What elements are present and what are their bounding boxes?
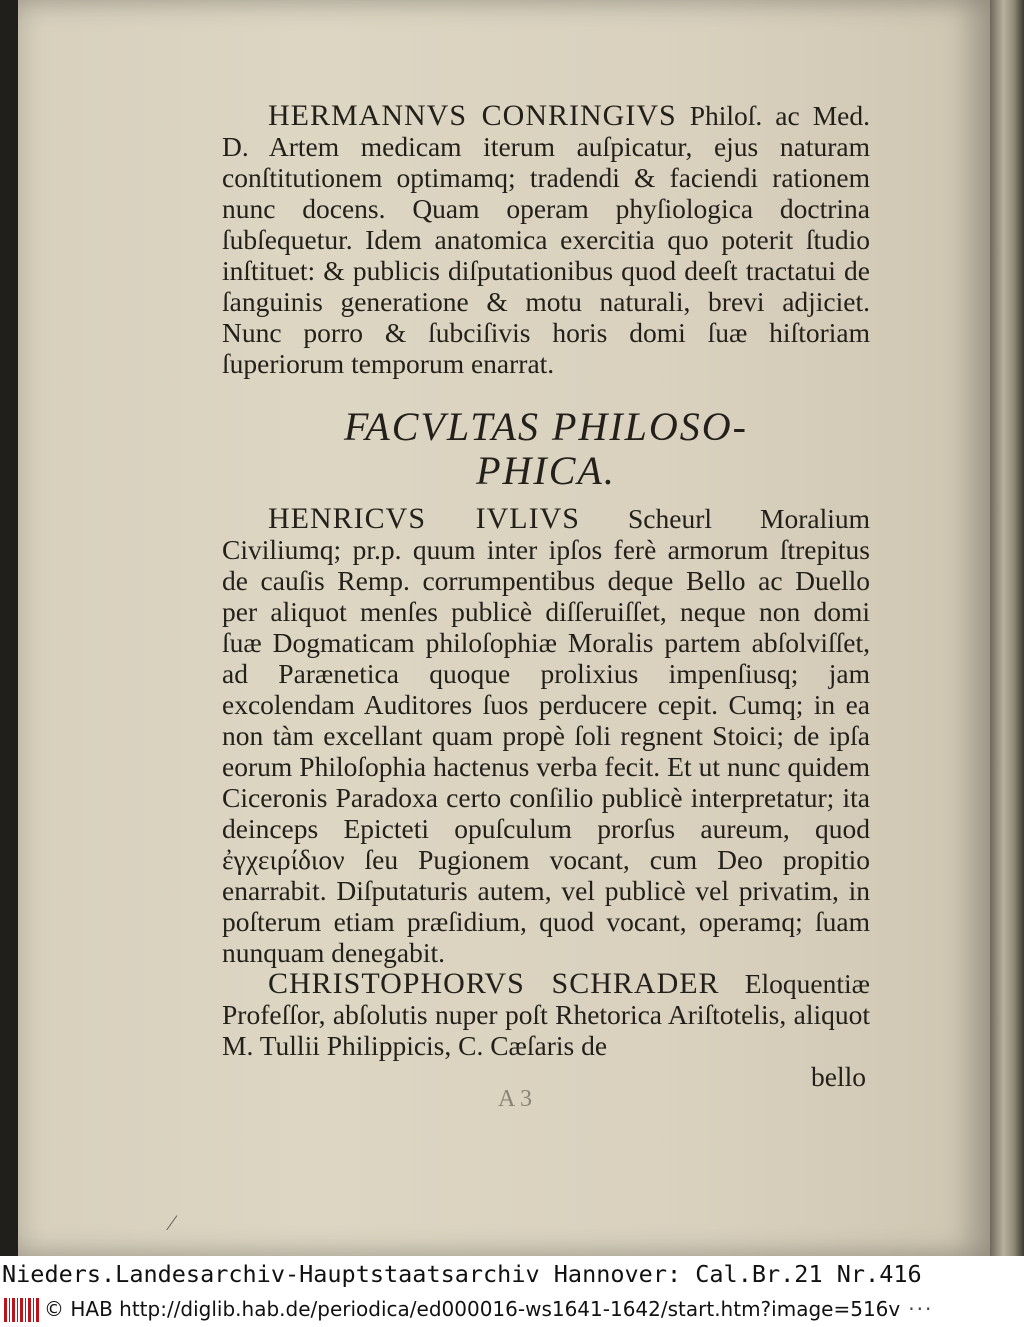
- ink-smudge: ⁄: [170, 1210, 174, 1235]
- more-icon[interactable]: ···: [908, 1297, 934, 1321]
- signature-mark: A 3: [498, 1086, 533, 1112]
- text-schrader: Eloquentiæ Profeſſor, abſolutis nuper poſt Rhetorica Ariſtotelis, aliquot M. Tullii Philippicis, C. Cæſaris de: [222, 968, 870, 1061]
- name-scheurl: HENRICVS IVLIVS: [268, 502, 580, 535]
- section-heading: [222, 405, 870, 493]
- paragraph-schrader: [222, 968, 870, 1061]
- text-conringius: Philoſ. ac Med. D. Artem medicam iterum auſpicatur, ejus naturam conſtitutionem optimamq; tradendi & faciendi rationem nunc docens. Quam operam phyſiologica doctrina ſubſequetur. Idem anatomica exercitia quo poterit ſtudio inſtituet: & publicis diſputationibus quod deeſt tractatui de ſanguinis generatione & motu naturali, brevi adjiciet. Nunc porro & ſubciſivis horis domi ſuæ hiſtoriam ſuperiorum temporum enarrat.: [222, 100, 870, 379]
- name-conringius: HERMANNVS CONRINGIVS: [268, 99, 677, 132]
- heading-line-2: PHICA.: [476, 448, 616, 493]
- text-scheurl: Scheurl Moralium Civiliumq; pr.p. quum inter ipſos ferè armorum ſtrepitus de cauſis Remp. corrumpentibus deque Bello ac Duello per aliquot menſes publicè diſſeruiſſet, neque non domi ſuæ Dogmaticam philoſophiæ Moralis partem abſolviſſet, ad Parænetica quoque prolixius impenſiusq; jam excolendam Auditores ſuos perducere cepit. Cumq; in ea non tàm excellant quam propè ſoli regnent Stoici; de ipſa eorum Philoſophia hactenus verba fecit. Et ut nunc quidem Ciceronis Paradoxa certo conſilio publicè interpretatur; ita deinceps Epicteti opuſculum prorſus aureum, quod ἐγχειρίδιον ſeu Pugionem vocant, cum Deo propitio enarrabit. Diſputaturis autem, vel publicè vel privatim, in poſterum etiam præſidium, quod vocant, operamq; ſuam nunquam denegabit.: [222, 503, 871, 968]
- page-edge: [990, 0, 1024, 1256]
- archive-caption: Nieders.Landesarchiv-Hauptstaatsarchiv Hannover: Cal.Br.21 Nr.416: [0, 1256, 1024, 1292]
- name-schrader: CHRISTOPHORVS SCHRADER: [268, 967, 720, 1000]
- page-text: [222, 100, 870, 1092]
- paragraph-conringius: [222, 100, 870, 379]
- heading-line-1: FACVLTAS PHILOSO-: [344, 404, 748, 449]
- paragraph-scheurl: [222, 503, 870, 968]
- source-url[interactable]: © HAB http://diglib.hab.de/periodica/ed000016-ws1641-1642/start.htm?image=516v: [44, 1297, 901, 1321]
- catchword: bello: [811, 1061, 866, 1092]
- barcode-icon: [4, 1298, 40, 1322]
- source-bar: [0, 1292, 1024, 1327]
